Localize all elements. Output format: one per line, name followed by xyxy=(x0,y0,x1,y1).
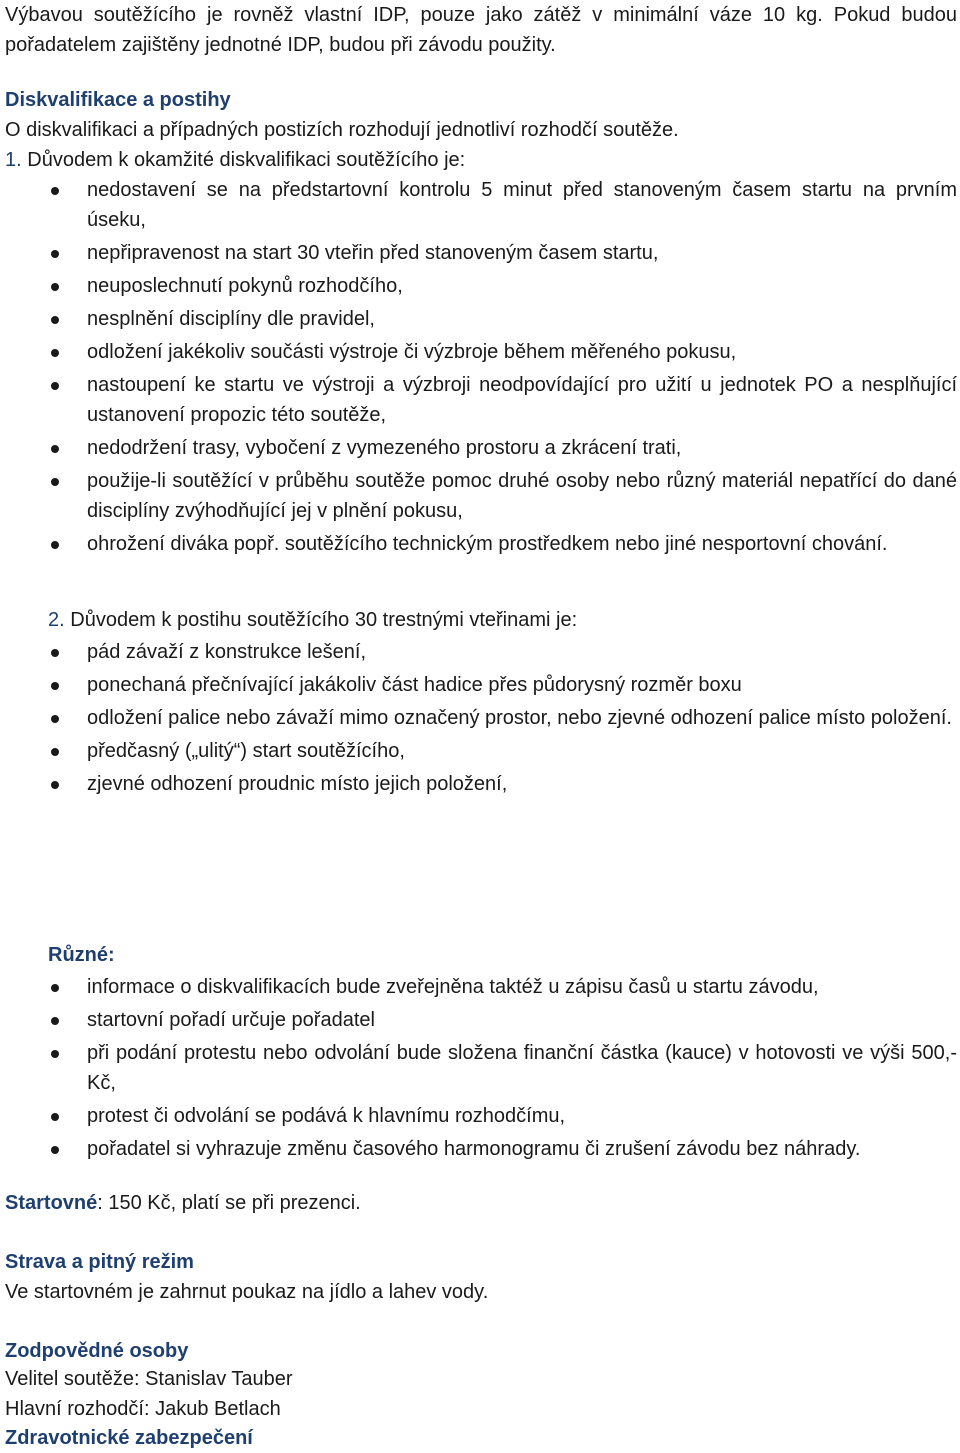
bullet-icon xyxy=(51,715,59,723)
section-2-title-text: Důvodem k postihu soutěžícího 30 trestnými vteřinami je: xyxy=(70,609,578,631)
list-item: použije-li soutěžící v průběhu soutěže pomoc druhé osoby nebo různý materiál nepatřící do dané disciplíny zvýhodňující jej v plnění pokusu, xyxy=(0,466,957,526)
referee-line: Hlavní rozhodčí: Jakub Betlach xyxy=(5,1398,281,1420)
section-2-list xyxy=(0,637,957,799)
food-text: Ve startovném je zahrnut poukaz na jídlo a lahev vody. xyxy=(5,1281,489,1303)
list-item: odložení palice nebo závaží mimo označený prostor, nebo zjevné odhození palice místo položení. xyxy=(0,703,957,733)
list-item: odložení jakékoliv součásti výstroje či výzbroje během měřeného pokusu, xyxy=(0,337,957,367)
section-1-title xyxy=(5,145,957,175)
list-item: informace o diskvalifikacích bude zveřejněna taktéž u zápisu časů u startu závodu, xyxy=(0,972,957,1002)
disqualification-heading: Diskvalifikace a postihy xyxy=(5,89,231,111)
intro-paragraph: Výbavou soutěžícího je rovněž vlastní IDP, pouze jako zátěž v minimální váze 10 kg. Pokud budou pořadatelem zajištěny jednotné IDP, budou při závodu použity. xyxy=(5,4,957,56)
bullet-icon xyxy=(51,349,59,357)
bullet-icon xyxy=(51,541,59,549)
bullet-icon xyxy=(51,984,59,992)
list-item: zjevné odhození proudnic místo jejich položení, xyxy=(0,769,957,799)
list-item: nesplnění disciplíny dle pravidel, xyxy=(0,304,957,334)
list-item: předčasný („ulitý“) start soutěžícího, xyxy=(0,736,957,766)
list-item: protest či odvolání se podává k hlavnímu rozhodčímu, xyxy=(0,1101,957,1131)
bullet-icon xyxy=(51,382,59,390)
list-item: nepřipravenost na start 30 vteřin před stanoveným časem startu, xyxy=(0,238,957,268)
medical-heading: Zdravotnické zabezpečení xyxy=(5,1427,253,1449)
section-2-title xyxy=(48,605,948,635)
bullet-icon xyxy=(51,1017,59,1025)
bullet-icon xyxy=(51,649,59,657)
misc-list xyxy=(0,972,957,1164)
section-1-title-text: Důvodem k okamžité diskvalifikaci soutěžícího je: xyxy=(27,149,466,171)
section-2-number: 2. xyxy=(48,609,65,631)
section-1-list xyxy=(0,175,957,559)
section-1-number: 1. xyxy=(5,149,22,171)
list-item: pád závaží z konstrukce lešení, xyxy=(0,637,957,667)
list-item: neuposlechnutí pokynů rozhodčího, xyxy=(0,271,957,301)
list-item: ohrožení diváka popř. soutěžícího technickým prostředkem nebo jiné nesportovní chování. xyxy=(0,529,957,559)
bullet-icon xyxy=(51,1113,59,1121)
bullet-icon xyxy=(51,250,59,258)
commander-line: Velitel soutěže: Stanislav Tauber xyxy=(5,1368,293,1390)
bullet-icon xyxy=(51,781,59,789)
bullet-icon xyxy=(51,682,59,690)
bullet-icon xyxy=(51,316,59,324)
list-item: startovní pořadí určuje pořadatel xyxy=(0,1005,957,1035)
disqualification-text: O diskvalifikaci a případných postizích rozhodují jednotliví rozhodčí soutěže. xyxy=(5,119,679,141)
list-item: nedostavení se na předstartovní kontrolu 5 minut před stanoveným časem startu na prvním úseku, xyxy=(0,175,957,235)
bullet-icon xyxy=(51,478,59,486)
bullet-icon xyxy=(51,187,59,195)
list-item: nastoupení ke startu ve výstroji a výzbroji neodpovídající pro užití u jednotek PO a nesplňující ustanovení propozic této soutěže, xyxy=(0,370,957,430)
misc-heading: Různé: xyxy=(48,944,115,966)
list-item: při podání protestu nebo odvolání bude složena finanční částka (kauce) v hotovosti ve výši 500,- Kč, xyxy=(0,1038,957,1098)
bullet-icon xyxy=(51,445,59,453)
persons-heading: Zodpovědné osoby xyxy=(5,1340,189,1362)
bullet-icon xyxy=(51,1050,59,1058)
fee-text: : 150 Kč, platí se při prezenci. xyxy=(97,1192,361,1214)
bullet-icon xyxy=(51,283,59,291)
fee-label: Startovné xyxy=(5,1192,98,1214)
list-item: ponechaná přečnívající jakákoliv část hadice přes půdorysný rozměr boxu xyxy=(0,670,957,700)
bullet-icon xyxy=(51,748,59,756)
bullet-icon xyxy=(51,1146,59,1154)
fee-line xyxy=(5,1188,957,1218)
list-item: pořadatel si vyhrazuje změnu časového harmonogramu či zrušení závodu bez náhrady. xyxy=(0,1134,957,1164)
list-item: nedodržení trasy, vybočení z vymezeného prostoru a zkrácení trati, xyxy=(0,433,957,463)
food-heading: Strava a pitný režim xyxy=(5,1251,194,1273)
